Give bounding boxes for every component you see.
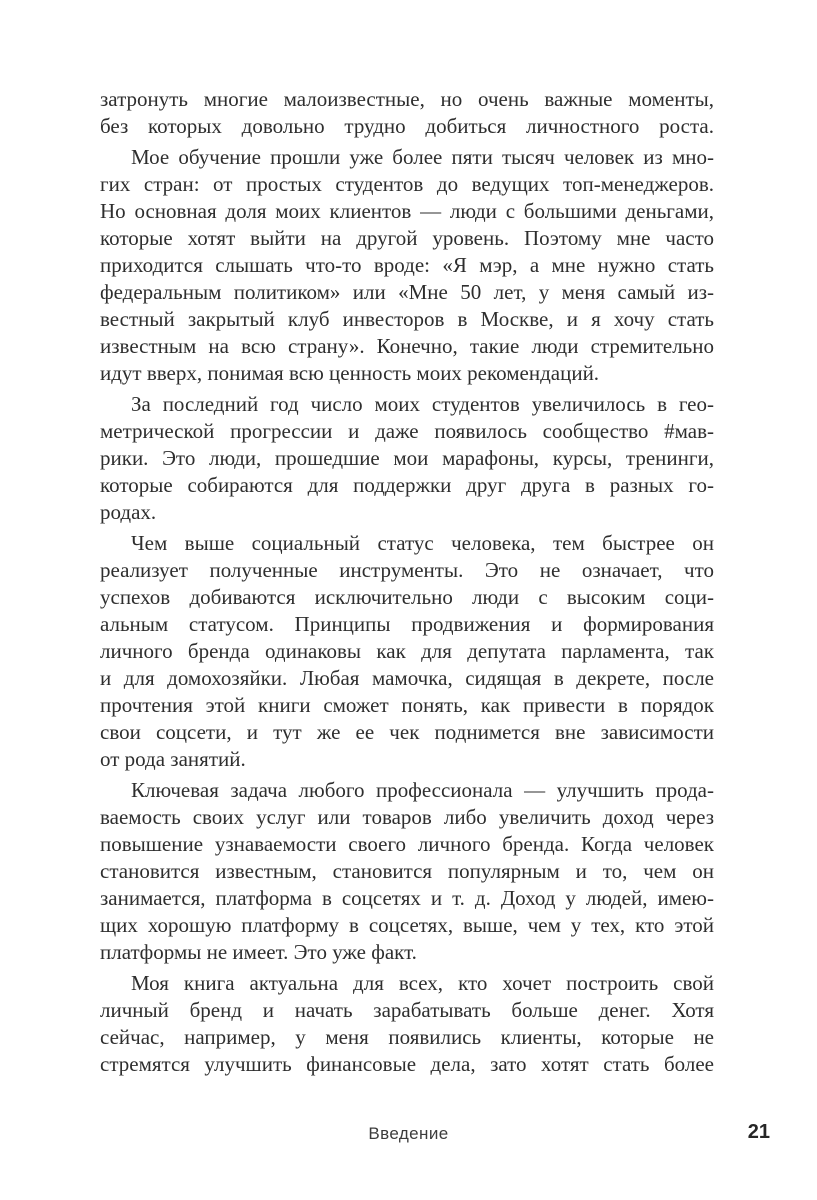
text-line: прочтения этой книги сможет понять, как привести в порядок — [100, 693, 714, 717]
paragraph — [100, 391, 714, 526]
text-line: от рода занятий. — [100, 747, 246, 771]
page-number: 21 — [747, 1121, 770, 1143]
text-line: повышение узнаваемости своего личного бренда. Когда человек — [100, 832, 714, 856]
footer-section-label: Введение — [368, 1124, 449, 1143]
text-line: личный бренд и начать зарабатывать больше денег. Хотя — [100, 998, 714, 1022]
text-line: альным статусом. Принципы продвижения и формирования — [100, 612, 714, 636]
text-line: приходится слышать что-то вроде: «Я мэр, а мне нужно стать — [100, 253, 714, 277]
text-line: федеральным политиком» или «Мне 50 лет, у меня самый из- — [100, 280, 714, 304]
paragraph — [100, 777, 714, 966]
text-line: затронуть многие малоизвестные, но очень важные моменты, — [100, 87, 714, 111]
text-line: успехов добиваются исключительно люди с высоким соци- — [100, 585, 714, 609]
text-line: вестный закрытый клуб инвесторов в Москве, и я хочу стать — [100, 307, 714, 331]
text-line: Чем выше социальный статус человека, тем быстрее он — [131, 531, 714, 555]
text-line: реализует полученные инструменты. Это не означает, что — [100, 558, 714, 582]
text-column — [100, 86, 714, 1082]
text-line: щих хорошую платформу в соцсетях, выше, чем у тех, кто этой — [100, 913, 714, 937]
text-line: занимается, платформа в соцсетях и т. д. Доход у людей, имею- — [100, 886, 714, 910]
text-line: без которых довольно трудно добиться личностного роста. — [100, 114, 714, 138]
text-line: известным на всю страну». Конечно, такие люди стремительно — [100, 334, 714, 358]
text-line: и для домохозяйки. Любая мамочка, сидящая в декрете, после — [100, 666, 714, 690]
text-line: которые собираются для поддержки друг друга в разных го- — [100, 473, 714, 497]
text-line: гих стран: от простых студентов до ведущих топ-менеджеров. — [100, 172, 714, 196]
text-line: Но основная доля моих клиентов — люди с большими деньгами, — [100, 199, 714, 223]
text-line: свои соцсети, и тут же ее чек поднимется вне зависимости — [100, 720, 714, 744]
paragraph — [100, 530, 714, 773]
text-line: личного бренда одинаковы как для депутата парламента, так — [100, 639, 714, 663]
text-line: рики. Это люди, прошедшие мои марафоны, курсы, тренинги, — [100, 446, 714, 470]
text-line: идут вверх, понимая всю ценность моих рекомендаций. — [100, 361, 600, 385]
text-line: сейчас, например, у меня появились клиенты, которые не — [100, 1025, 714, 1049]
text-line: За последний год число моих студентов увеличилось в гео- — [131, 392, 714, 416]
text-line: родах. — [100, 500, 157, 524]
text-line: метрической прогрессии и даже появилось сообщество #мав- — [100, 419, 714, 443]
text-line: Моя книга актуальна для всех, кто хочет построить свой — [131, 971, 714, 995]
paragraph — [100, 144, 714, 387]
paragraph — [100, 970, 714, 1078]
text-line: которые хотят выйти на другой уровень. Поэтому мне часто — [100, 226, 714, 250]
text-line: Ключевая задача любого профессионала — улучшить прода- — [131, 778, 714, 802]
paragraph — [100, 86, 714, 140]
text-line: стремятся улучшить финансовые дела, зато хотят стать более — [100, 1052, 714, 1076]
text-line: Мое обучение прошли уже более пяти тысяч человек из мно- — [131, 145, 714, 169]
text-line: становится известным, становится популярным и то, чем он — [100, 859, 714, 883]
text-line: ваемость своих услуг или товаров либо увеличить доход через — [100, 805, 714, 829]
text-line: платформы не имеет. Это уже факт. — [100, 940, 417, 964]
